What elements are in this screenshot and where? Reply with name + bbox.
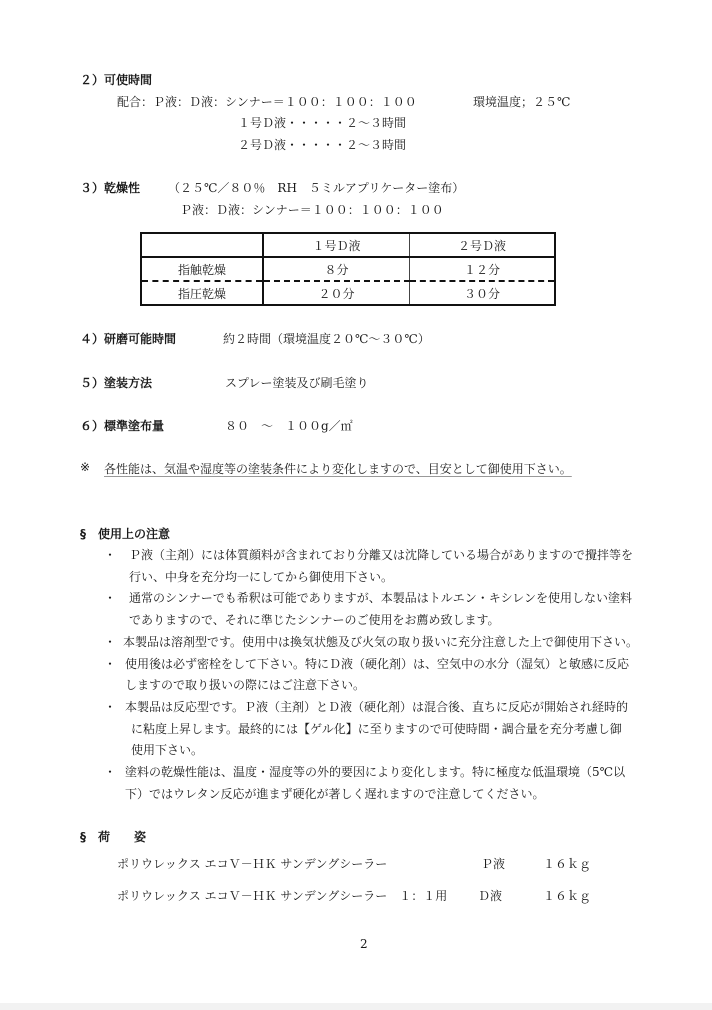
precaution-line: でありますので、それに準じたシンナーのご使用をお薦め致します。 (129, 613, 500, 627)
table-row (141, 281, 555, 305)
precaution-line: 塗料の乾燥性能は、温度・湿度等の外的要因により変化します。特に極度な低温環境（5℃以 (125, 765, 626, 779)
table-cell: ３０分 (410, 281, 556, 305)
precaution-line: 本製品は溶剤型です。使用中は換気状態及び火気の取り扱いに充分注意した上で御使用下さい。 (123, 635, 639, 649)
package-name: ポリウレックス エコＶ－ＨＫ サンデングシーラー (117, 857, 388, 871)
precaution-line: Ｐ液（主剤）には体質顔料が含まれており分離又は沈降している場合がありますので攪拌等を (129, 548, 634, 562)
bullet-icon: ・ (104, 635, 117, 649)
precaution-line: 行い、中身を充分均一にしてから御使用下さい。 (129, 570, 394, 584)
precaution-line: 使用後は必ず密栓をして下さい。特にＤ液（硬化剤）は、空気中の水分（湿気）と敏感に反応 (125, 657, 630, 671)
pot-life-line1: １号Ｄ液・・・・・２～３時間 (238, 116, 407, 130)
drying-condition: （２５℃／８０％ RH ５ミルアプリケーター塗布） (168, 181, 465, 195)
table-cell: ２０分 (263, 281, 410, 305)
bullet-icon: ・ (104, 765, 117, 779)
drying-heading: ３）乾燥性 (80, 181, 141, 195)
pot-life-line2: ２号Ｄ液・・・・・２～３時間 (238, 138, 407, 152)
pot-life-mix: 配合：Ｐ液：Ｄ液：シンナー＝１００：１００：１００ (117, 95, 417, 109)
precaution-line: 本製品は反応型です。Ｐ液（主剤）とＤ液（硬化剤）は混合後、直ちに反応が開始され経時的 (125, 700, 629, 714)
method-heading: ５）塗装方法 (80, 376, 153, 390)
table-header-cell: ２号Ｄ液 (410, 233, 556, 257)
precaution-line: 下）ではウレタン反応が進まず硬化が著しく遅れますので注意してください。 (125, 787, 545, 801)
drying-table (140, 232, 556, 306)
package-type: Ｐ液 (481, 857, 506, 871)
drying-mix: Ｐ液：Ｄ液：シンナー＝１００：１００：１００ (180, 203, 444, 217)
precautions-heading: § 使用上の注意 (80, 527, 171, 541)
sanding-value: 約２時間（環境温度２０℃～３０℃） (223, 332, 430, 346)
sanding-heading: ４）研磨可能時間 (80, 332, 177, 346)
package-qty: １６ｋｇ (543, 857, 592, 871)
table-cell: ８分 (263, 257, 410, 281)
precaution-line: しますので取り扱いの際にはご注意下さい。 (125, 678, 366, 692)
table-row (141, 257, 555, 281)
note-text: 各性能は、気温や湿度等の塗装条件により変化しますので、目安として御使用下さい。 (104, 462, 572, 476)
pot-life-env: 環境温度；２５℃ (473, 95, 571, 109)
coverage-heading: ６）標準塗布量 (80, 419, 165, 433)
bullet-icon: ・ (104, 548, 117, 562)
precaution-line: に粘度上昇します。最終的には【ゲル化】に至りますので可使時間・調合量を充分考慮し御 (131, 722, 622, 736)
precaution-line: 使用下さい。 (131, 743, 204, 757)
note-mark: ※ (80, 460, 91, 474)
method-value: スプレー塗装及び刷毛塗り (225, 376, 369, 390)
bullet-icon: ・ (104, 657, 117, 671)
packaging-heading: § 荷 姿 (80, 830, 147, 844)
table-cell: 指触乾燥 (141, 257, 263, 281)
bullet-icon: ・ (104, 591, 117, 605)
precaution-line: 通常のシンナーでも希釈は可能でありますが、本製品はトルエン・キシレンを使用しない塗料 (129, 591, 632, 605)
pot-life-heading: ２）可使時間 (80, 73, 153, 87)
table-cell: １２分 (410, 257, 556, 281)
page-number: 2 (360, 937, 368, 951)
page-bottom-edge (0, 1003, 712, 1010)
table-header-cell (141, 233, 263, 257)
coverage-value: ８０ ～ １００g／㎡ (225, 419, 353, 433)
table-header-row (141, 233, 555, 257)
table-header-cell: １号Ｄ液 (263, 233, 410, 257)
package-name: ポリウレックス エコＶ－ＨＫ サンデングシーラー １：１用 (117, 889, 448, 903)
table-cell: 指圧乾燥 (141, 281, 263, 305)
package-qty: １６ｋｇ (543, 889, 592, 903)
bullet-icon: ・ (104, 700, 117, 714)
package-type: Ｄ液 (478, 889, 503, 903)
